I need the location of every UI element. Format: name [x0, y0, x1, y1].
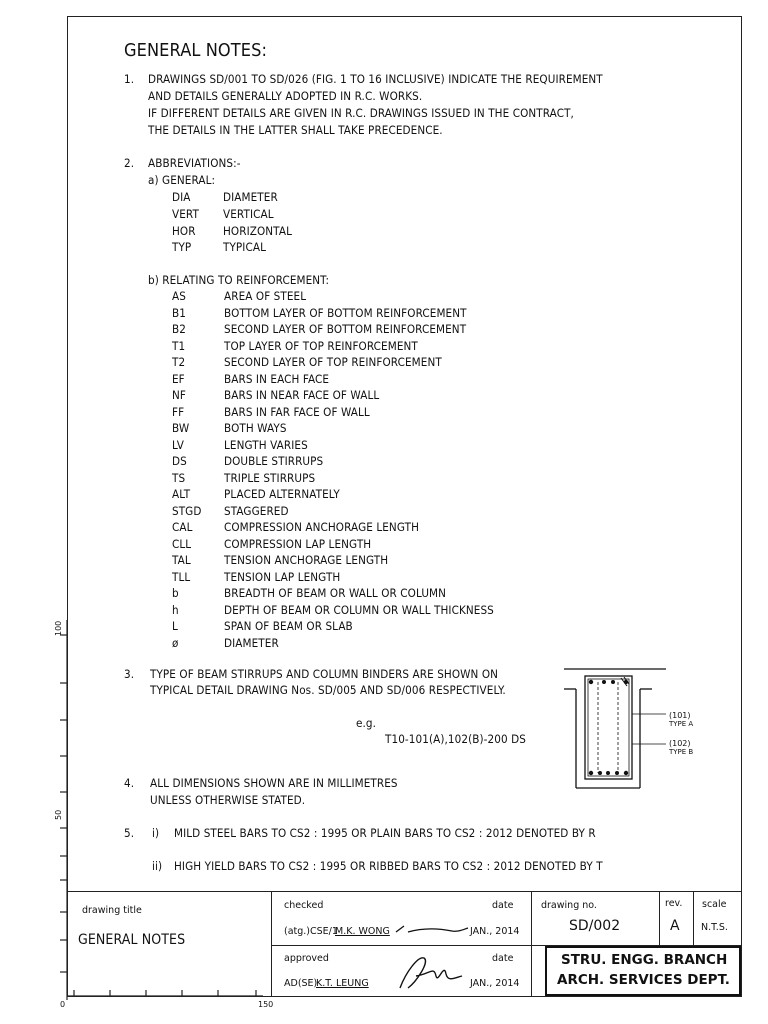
note-1-line: AND DETAILS GENERALLY ADOPTED IN R.C. WORKS.	[148, 89, 423, 103]
checked-role: (atg.)CSE/1	[284, 926, 338, 937]
abbr-code: T1	[172, 339, 186, 353]
approved-date-label: date	[492, 953, 514, 964]
abbr-meaning: BARS IN NEAR FACE OF WALL	[224, 388, 380, 402]
abbr-meaning: SPAN OF BEAM OR SLAB	[224, 619, 353, 633]
ruler-label-100: 100	[54, 620, 63, 636]
abbr-meaning: AREA OF STEEL	[224, 289, 307, 303]
abbr-code: ø	[172, 636, 179, 650]
abbr-meaning: HORIZONTAL	[223, 224, 292, 238]
abbr-code: STGD	[172, 504, 202, 518]
general-subtitle: a) GENERAL:	[148, 173, 216, 187]
abbr-code: HOR	[172, 224, 196, 238]
abbr-code: VERT	[172, 207, 199, 221]
abbr-code: AS	[172, 289, 186, 303]
abbr-meaning: DOUBLE STIRRUPS	[224, 454, 324, 468]
checked-name: M.K. WONG	[335, 926, 390, 937]
note-1-line: THE DETAILS IN THE LATTER SHALL TAKE PRECEDENCE.	[148, 123, 443, 137]
abbr-code: LV	[172, 438, 184, 452]
abbr-meaning: SECOND LAYER OF BOTTOM REINFORCEMENT	[224, 322, 467, 336]
drawing-title-label: drawing title	[82, 905, 142, 916]
checked-date-label: date	[492, 900, 514, 911]
revision-value: A	[670, 918, 680, 934]
abbr-code: B1	[172, 306, 186, 320]
type-b-number: (102)	[669, 739, 691, 748]
abbr-meaning: BARS IN EACH FACE	[224, 372, 330, 386]
scale-ruler	[38, 620, 278, 1020]
note-4-line: ALL DIMENSIONS SHOWN ARE IN MILLIMETRES	[150, 776, 398, 790]
abbr-code: TS	[172, 471, 186, 485]
abbr-meaning: TENSION LAP LENGTH	[224, 570, 341, 584]
example-designation: T10-101(A),102(B)-200 DS	[385, 732, 526, 746]
abbr-code: h	[172, 603, 179, 617]
abbr-meaning: PLACED ALTERNATELY	[224, 487, 340, 501]
note-5-ii-number: ii)	[152, 859, 163, 873]
drawing-number: SD/002	[569, 918, 621, 934]
type-a-label: TYPE A	[669, 720, 694, 728]
ruler-label-50: 50	[54, 809, 63, 820]
type-a-number: (101)	[669, 711, 691, 720]
note-1-line: DRAWINGS SD/001 TO SD/026 (FIG. 1 TO 16 INCLUSIVE) INDICATE THE REQUIREMENT	[148, 72, 603, 86]
note-3-line: TYPICAL DETAIL DRAWING Nos. SD/005 AND SD/006 RESPECTIVELY.	[150, 683, 506, 697]
approved-label: approved	[284, 953, 329, 964]
abbr-meaning: BREADTH OF BEAM OR WALL OR COLUMN	[224, 586, 447, 600]
checked-signature	[392, 922, 472, 938]
abbr-meaning: DEPTH OF BEAM OR COLUMN OR WALL THICKNESS	[224, 603, 494, 617]
abbr-meaning: TYPICAL	[223, 240, 266, 254]
abbr-meaning: LENGTH VARIES	[224, 438, 308, 452]
note-4-line: UNLESS OTHERWISE STATED.	[150, 793, 306, 807]
abbr-meaning: COMPRESSION LAP LENGTH	[224, 537, 372, 551]
abbr-meaning: TOP LAYER OF TOP REINFORCEMENT	[224, 339, 418, 353]
abbr-code: NF	[172, 388, 186, 402]
abbr-code: BW	[172, 421, 190, 435]
abbreviations-title: ABBREVIATIONS:-	[148, 156, 241, 170]
scale-label: scale	[702, 899, 727, 910]
abbr-code: DIA	[172, 190, 191, 204]
drawing-number-label: drawing no.	[541, 900, 597, 911]
approved-signature	[396, 952, 468, 994]
abbr-meaning: VERTICAL	[223, 207, 274, 221]
abbr-code: TYP	[172, 240, 192, 254]
abbr-code: B2	[172, 322, 186, 336]
page-title: GENERAL NOTES:	[124, 40, 268, 61]
abbr-meaning: TRIPLE STIRRUPS	[224, 471, 316, 485]
note-3-line: TYPE OF BEAM STIRRUPS AND COLUMN BINDERS ARE SHOWN ON	[150, 667, 499, 681]
type-b-label: TYPE B	[669, 748, 694, 756]
approved-date: JAN., 2014	[470, 978, 520, 989]
reinforcement-subtitle: b) RELATING TO REINFORCEMENT:	[148, 273, 330, 287]
scale-value: N.T.S.	[701, 922, 728, 933]
revision-label: rev.	[665, 898, 683, 909]
drawing-title: GENERAL NOTES	[78, 932, 186, 948]
abbr-meaning: SECOND LAYER OF TOP REINFORCEMENT	[224, 355, 442, 369]
department-name: ARCH. SERVICES DEPT.	[557, 972, 730, 988]
note-4-number: 4.	[124, 776, 135, 790]
example-label: e.g.	[356, 716, 377, 730]
abbr-meaning: DIAMETER	[223, 190, 278, 204]
ruler-label-150: 150	[258, 1000, 274, 1009]
note-1-line: IF DIFFERENT DETAILS ARE GIVEN IN R.C. DRAWINGS ISSUED IN THE CONTRACT,	[148, 106, 574, 120]
abbr-meaning: DIAMETER	[224, 636, 279, 650]
abbr-meaning: BOTTOM LAYER OF BOTTOM REINFORCEMENT	[224, 306, 467, 320]
abbr-meaning: BOTH WAYS	[224, 421, 287, 435]
abbr-meaning: STAGGERED	[224, 504, 289, 518]
abbr-code: CAL	[172, 520, 193, 534]
approved-name: K.T. LEUNG	[316, 978, 369, 989]
abbr-code: b	[172, 586, 179, 600]
note-5-ii-text: HIGH YIELD BARS TO CS2 : 1995 OR RIBBED BARS TO CS2 : 2012 DENOTED BY T	[174, 859, 603, 873]
abbr-meaning: TENSION ANCHORAGE LENGTH	[224, 553, 389, 567]
note-5-number: 5.	[124, 826, 135, 840]
note-1-number: 1.	[124, 72, 135, 86]
checked-label: checked	[284, 900, 324, 911]
branch-name: STRU. ENGG. BRANCH	[561, 952, 728, 968]
abbr-code: T2	[172, 355, 186, 369]
stirrup-detail-diagram	[560, 664, 710, 804]
note-2-number: 2.	[124, 156, 135, 170]
ruler-label-0: 0	[60, 1000, 66, 1009]
note-5-i-number: i)	[152, 826, 160, 840]
abbr-code: ALT	[172, 487, 191, 501]
note-3-number: 3.	[124, 667, 135, 681]
abbr-code: EF	[172, 372, 185, 386]
note-5-i-text: MILD STEEL BARS TO CS2 : 1995 OR PLAIN BARS TO CS2 : 2012 DENOTED BY R	[174, 826, 596, 840]
abbr-meaning: COMPRESSION ANCHORAGE LENGTH	[224, 520, 420, 534]
abbr-code: TLL	[172, 570, 191, 584]
abbr-meaning: BARS IN FAR FACE OF WALL	[224, 405, 370, 419]
abbr-code: DS	[172, 454, 187, 468]
abbr-code: TAL	[172, 553, 191, 567]
checked-date: JAN., 2014	[470, 926, 520, 937]
outer-stirrup	[585, 676, 632, 779]
approved-role: AD(SE)	[284, 978, 318, 989]
abbr-code: L	[172, 619, 178, 633]
abbr-code: CLL	[172, 537, 192, 551]
abbr-code: FF	[172, 405, 185, 419]
